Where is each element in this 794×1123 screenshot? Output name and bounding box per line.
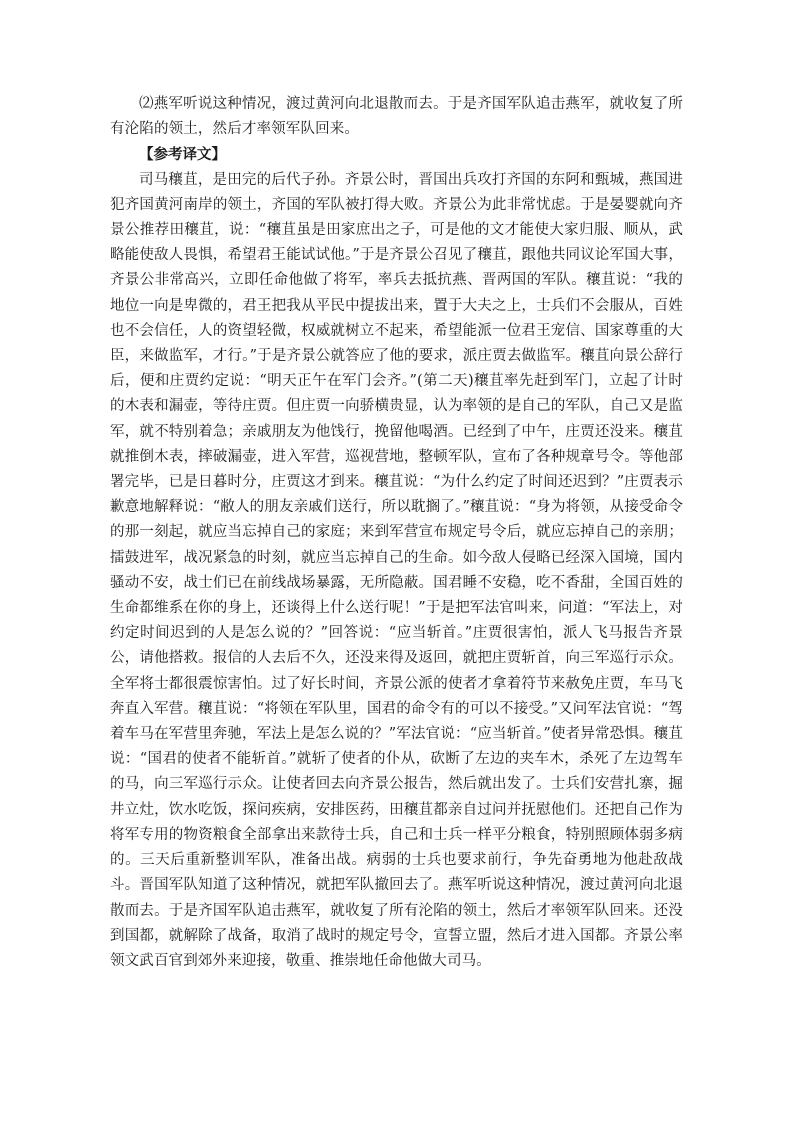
answer-paragraph: ⑵燕军听说这种情况，渡过黄河向北退散而去。于是齐国军队追击燕军，就收复了所有沦陷的领土，然后才率领军队回来。 (110, 96, 683, 138)
section-heading: 【参考译文】 (139, 146, 226, 164)
document-page (110, 92, 683, 974)
translation-paragraph: 司马穰苴，是田完的后代子孙。齐景公时，晋国出兵攻打齐国的东阿和甄城，燕国进犯齐国黄河南岸的领土，齐国的军队被打得大败。齐景公为此非常忧虑。于是晏婴就向齐景公推荐田穰苴，说：“穰苴虽是田家庶出之子，可是他的文才能使大家归服、顺从，武略能使敌人畏惧，希望君王能试试他。”于是齐景公召见了穰苴，跟他共同议论军国大事，齐景公非常高兴，立即任命他做了将军，率兵去抵抗燕、晋两国的军队。穰苴说：“我的地位一向是卑微的，君王把我从平民中提拔出来，置于大夫之上，士兵们不会服从，百姓也不会信任，人的资望轻微，权威就树立不起来，希望能派一位君王宠信、国家尊重的大臣，来做监军，才行。”于是齐景公就答应了他的要求，派庄贾去做监军。穰苴向景公辞行后，便和庄贾约定说：“明天正午在军门会齐。”(第二天)穰苴率先赶到军门，立起了计时的木表和漏壶，等待庄贾。但庄贾一向骄横贵显，认为率领的是自己的军队，自己又是监军，就不特别着急；亲戚朋友为他饯行，挽留他喝酒。已经到了中午，庄贾还没来。穰苴就推倒木表，摔破漏壶，进入军营，巡视营地，整顿军队，宣布了各种规章号令。等他部署完毕，已是日暮时分，庄贾这才到来。穰苴说：“为什么约定了时间还迟到？”庄贾表示歉意地解释说：“敝人的朋友亲戚们送行，所以耽搁了。”穰苴说：“身为将领，从接受命令的那一刻起，就应当忘掉自己的家庭；来到军营宣布规定号令后，就应忘掉自己的亲朋；擂鼓进军，战况紧急的时刻，就应当忘掉自己的生命。如今敌人侵略已经深入国境，国内骚动不安，战士们已在前线战场暴露，无所隐蔽。国君睡不安稳，吃不香甜，全国百姓的生命都维系在你的身上，还谈得上什么送行呢！”于是把军法官叫来，问道：“军法上，对约定时间迟到的人是怎么说的？”回答说：“应当斩首。”庄贾很害怕，派人飞马报告齐景公，请他搭救。报信的人去后不久，还没来得及返回，就把庄贾斩首，向三军巡行示众。全军将士都很震惊害怕。过了好长时间，齐景公派的使者才拿着符节来赦免庄贾，车马飞奔直入军营。穰苴说：“将领在军队里，国君的命令有的可以不接受。”又问军法官说：“驾着车马在军营里奔驰，军法上是怎么说的？”军法官说：“应当斩首。”使者异常恐惧。穰苴说：“国君的使者不能斩首。”就斩了使者的仆从，砍断了左边的夹车木，杀死了左边驾车的马，向三军巡行示众。让使者回去向齐景公报告，然后就出发了。士兵们安营扎寨，掘井立灶，饮水吃饭，探问疾病，安排医药，田穰苴都亲自过问并抚慰他们。还把自己作为将军专用的物资粮食全部拿出来款待士兵，自己和士兵一样平分粮食，特别照顾体弱多病的。三天后重新整训军队，准备出战。病弱的士兵也要求前行，争先奋勇地为他赴敌战斗。晋国军队知道了这种情况，就把军队撤回去了。燕军听说这种情况，渡过黄河向北退散而去。于是齐国军队追击燕军，就收复了所有沦陷的领土，然后才率领军队回来。还没到国都，就解除了战备，取消了战时的规定号令，宣誓立盟，然后才进入国都。齐景公率领文武百官到郊外来迎接，敬重、推崇地任命他做大司马。 (110, 171, 683, 969)
